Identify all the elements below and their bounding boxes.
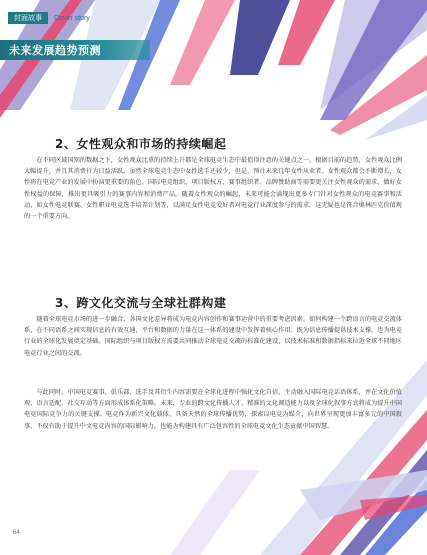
paragraph: 在不同区域国别的数据之下，女性观众比重的持续上升都是全球电竞生态中最值得注意的关键点之一。根据目前的趋势，女性观众比例大幅提升，并且其消费行为日益活跃。虽然全球电竞生态中女性选手还较少，但是，预计未来几年女性从业者、女性观众都会不断增长，女性将在电竞产业的发展中扮演更重要的角色。国际电竞组织、项目版权方、赛事组织者、品牌赞助商等需要更关注女性观众的需求，做好女性权益的保障，推出更具吸引力的赛事内容和消费产品。随着女性观众的崛起，未来可能会涌现出更多专门针对女性观众的电竞赛事和活动，如女性电竞联赛、女性职业电竞选手培养计划等，以满足女性电竞爱好者对电竞行业深度参与的需求。这无疑也是符合奥林匹克价值观的一个重要方向。 bbox=[24, 157, 402, 221]
section-3-body-1 bbox=[24, 314, 402, 359]
paragraph: 与此同时，中国电竞赛事、俱乐部、选手及其衍生内容需要在全球化进程中强化文化自信，主动融入国际电竞话语体系，并在文化价值观、语言适配、社交互动等方面形成体系化策略。未来，专业的跨文化传播人才、精准的文化调适能力以及全球化叙事方式将成为提升中国电竞国际竞争力的关键支撑。电竞作为新兴文化载体，具备天然的全球传播优势，探索以电竞为媒介，向世界呈现更加丰富多元的中国叙事，不仅有助于提升中文电竞内容的国际影响力，也能为构建具有广泛包容性的全球电竞文化生态贡献中国智慧。 bbox=[24, 389, 402, 430]
section-banner: 未来发展趋势预测 bbox=[0, 40, 150, 60]
paragraph: 随着全球电竞市场的进一步融合，各国文化差异将成为电竞内容创作和赛事运营中的重要考虑因素。如何构建一个跨语言的电竞交流体系，在不同语系之间实现信息的有效互通，平台和数据的力量在这一体系的建设中发挥着核心作用。既为信息传播提供技术支撑，也为电竞行业的全球化发展奠定基础。国际组织与项目版权方需要共同推动全球电竞交流的标准化建设，以技术标准和数据指标来拉近全球不同地区电竞行业之间的交流。 bbox=[24, 316, 402, 357]
section-heading-3: 3、跨文化交流与全球社群构建 bbox=[55, 296, 227, 310]
section-heading-2: 2、女性观众和市场的持续崛起 bbox=[55, 137, 227, 151]
section-2-body bbox=[24, 155, 402, 222]
section-tag: 封面故事 bbox=[8, 12, 48, 24]
page-number: 64 bbox=[13, 530, 20, 536]
section-3-body-2 bbox=[24, 387, 402, 432]
section-tag-en: Cover story bbox=[54, 14, 90, 22]
header-bar bbox=[0, 12, 90, 24]
